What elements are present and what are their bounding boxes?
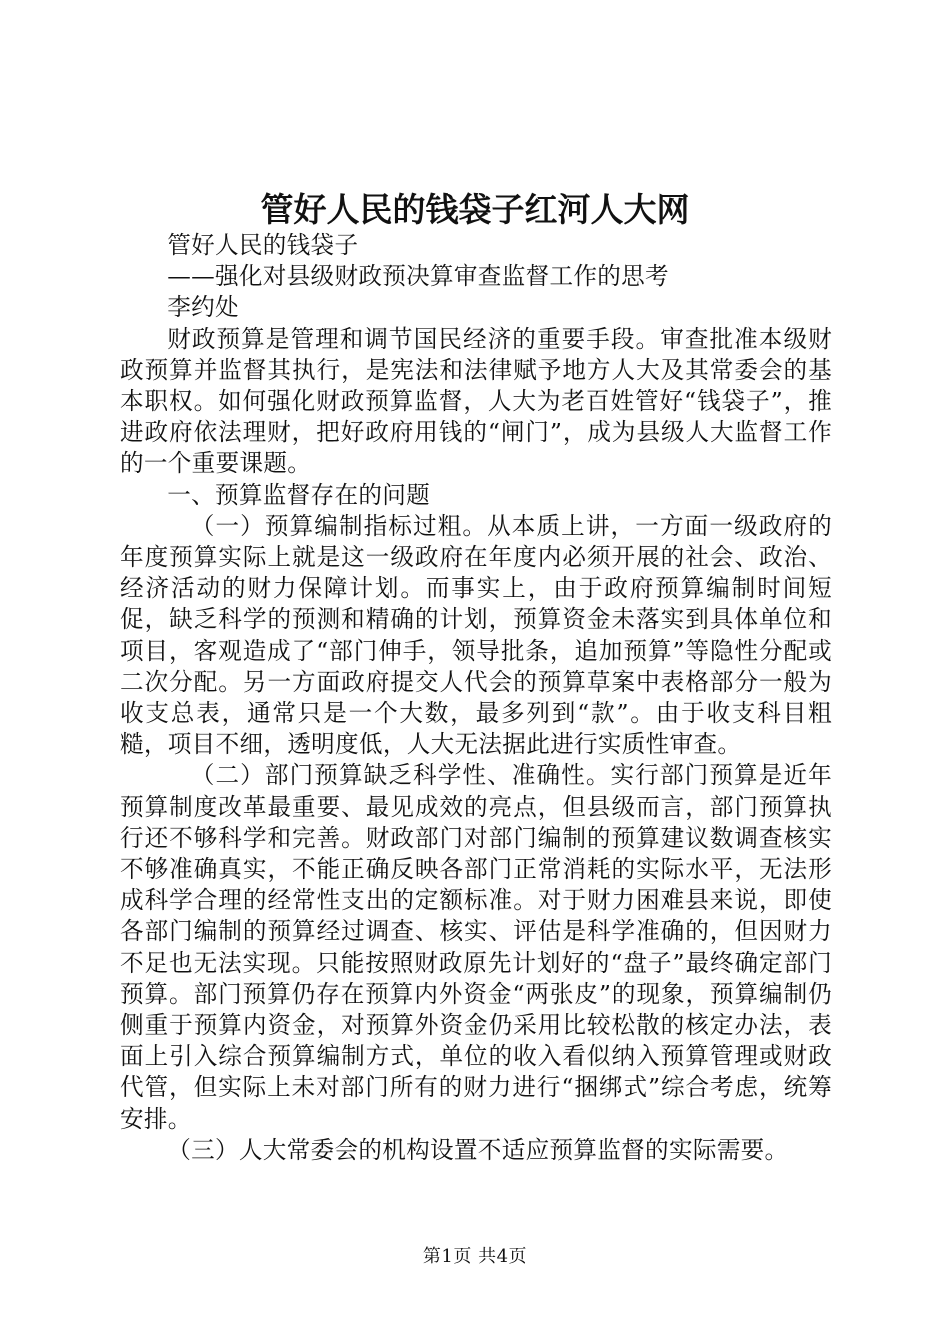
paragraph-intro: 财政预算是管理和调节国民经济的重要手段。审查批准本级财政预算并监督其执行，是宪法和法律赋予地方人大及其常委会的基本职权。如何强化财政预算监督，人大为老百姓管好“钱袋子”，推进政府依法理财，把好政府用钱的“闸门”，成为县级人大监督工作的一个重要课题。	[120, 324, 832, 478]
author-name: 李约处	[167, 293, 239, 322]
page-footer: 第1页 共4页	[422, 1246, 528, 1267]
document-title: 管好人民的钱袋子红河人大网	[260, 190, 690, 229]
paragraph-item-2: （二）部门预算缺乏科学性、准确性。实行部门预算是近年预算制度改革最重要、最见成效的亮点，但县级而言，部门预算执行还不够科学和完善。财政部门对部门编制的预算建议数调查核实不够准确真实，不能正确反映各部门正常消耗的实际水平，无法形成科学合理的经常性支出的定额标准。对于财力困难县来说，即使各部门编制的预算经过调查、核实、评估是科学准确的，但因财力不足也无法实现。只能按照财政原先计划好的“盘子”最终确定部门预算。部门预算仍存在预算内外资金“两张皮”的现象，预算编制仍侧重于预算内资金，对预算外资金仍采用比较松散的核定办法，表面上引入综合预算编制方式，单位的收入看似纳入预算管理或财政代管，但实际上未对部门所有的财力进行“捆绑式”综合考虑，统筹安排。	[120, 761, 832, 1133]
subtitle-main: 管好人民的钱袋子	[167, 231, 359, 259]
section-heading: 一、预算监督存在的问题	[167, 480, 431, 509]
subtitle-secondary: ——强化对县级财政预决算审查监督工作的思考	[167, 262, 669, 291]
document-body	[120, 230, 832, 1166]
paragraph-item-3: （三）人大常委会的机构设置不适应预算监督的实际需要。	[167, 1135, 789, 1164]
paragraph-item-1: （一）预算编制指标过粗。从本质上讲，一方面一级政府的年度预算实际上就是这一级政府在年度内必须开展的社会、政治、经济活动的财力保障计划。而事实上，由于政府预算编制时间短促，缺乏科学的预测和精确的计划，预算资金未落实到具体单位和项目，客观造成了“部门伸手，领导批条，追加预算”等隐性分配或二次分配。另一方面政府提交人代会的预算草案中表格部分一般为收支总表，通常只是一个大数，最多列到“款”。由于收支科目粗糙，项目不细，透明度低，人大无法据此进行实质性审查。	[120, 511, 832, 759]
